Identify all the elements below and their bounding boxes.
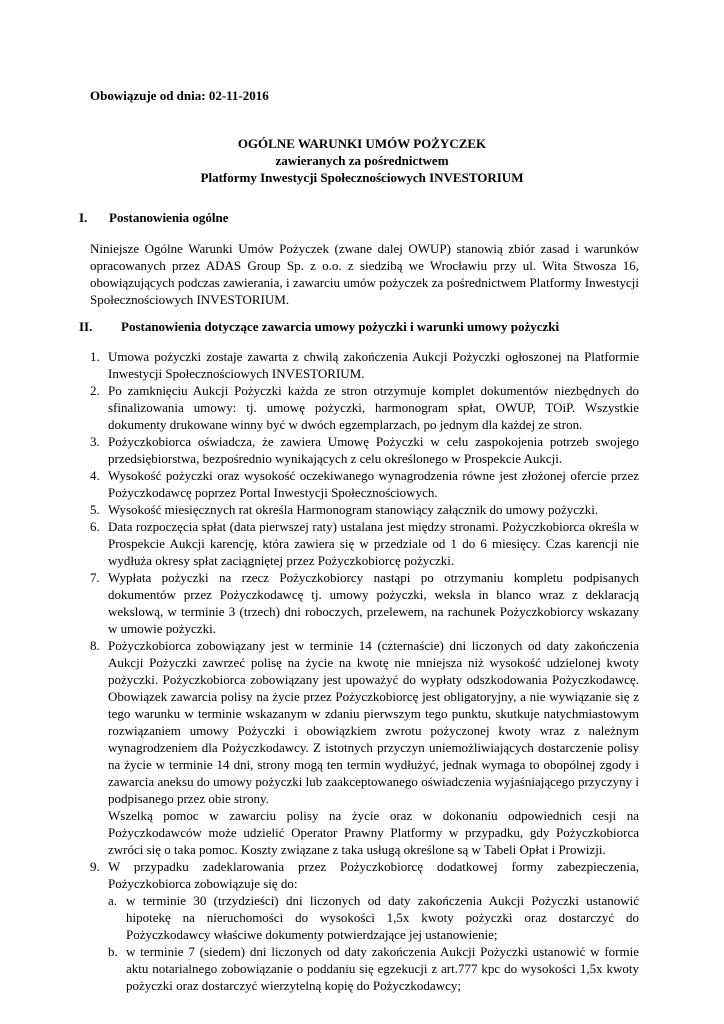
title-line-1: OGÓLNE WARUNKI UMÓW POŻYCZEK: [237, 136, 487, 151]
list-item-continuation: Wszelką pomoc w zawarciu polisy na życie oraz w dokonaniu odpowiednich cesji na Pożyczkodawców może udzielić Operator Prawny Platformy w przypadku, gdy Pożyczkobiorca zwróci się o taka pomoc. Koszty związane z taka usługą określone są w Tabeli Opłat i Prowizji.: [108, 808, 639, 857]
effective-date: Obowiązuje od dnia: 02-11-2016: [90, 88, 269, 103]
list-item-text: Pożyczkobiorca zobowiązany jest w terminie 14 (czternaście) dni liczonych od daty zakończenia Aukcji Pożyczki zawrzeć polisę na życie na kwotę nie mniejsza niż wysokość udzielonej kwoty pożyczki. Pożyczkobiorca zobowiązany jest upoważyć do wypłaty odszkodowania Pożyczkodawcę. Obowiązek zawarcia polisy na życie przez Pożyczkobiorcę jest obligatoryjny, a nie wywiązanie się z tego warunku w terminie wskazanym w zdaniu pierwszym tego punktu, skutkuje natychmiastowym rozwiązaniem umowy Pożyczki i obowiązkiem zwrotu pożyczonej kwoty wraz z należnym wynagrodzeniem dla Pożyczkodawcy. Z istotnych przyczyn uniemożliwiających dostarczenie polisy na życie w terminie 14 dni, strony mogą ten termin wydłużyć, jednak wymaga to obopólnej zgody i zawarcia aneksu do umowy pożyczki lub zaakceptowanego oświadczenia wyjaśniającego przyczyny i podpisanego przez obie strony.: [108, 638, 639, 806]
list-item-number: 5.: [90, 502, 100, 517]
list-item-number: 3.: [90, 434, 100, 449]
list-item-number: 9.: [90, 859, 100, 874]
section-2-number: II.: [79, 319, 93, 334]
list-item: [90, 858, 639, 994]
list-item-number: 2.: [90, 383, 100, 398]
list-item: [90, 501, 639, 518]
section-1-paragraph: Niniejsze Ogólne Warunki Umów Pożyczek (zwane dalej OWUP) stanowią zbiór zasad i warunków opracowanych przez ADAS Group Sp. z o.o. z siedzibą we Wrocławiu przy ul. Wita Stwosza 16, obowiązujących podczas zawierania, i zawarciu umów pożyczek za pośrednictwem Platformy Inwestycji Społecznościowych INVESTORIUM.: [90, 241, 639, 307]
section-2-heading: [79, 318, 559, 335]
sub-list-item: [108, 892, 639, 943]
sub-list-item-letter: b.: [108, 944, 118, 959]
section-2-list: [90, 348, 639, 994]
list-item-number: 7.: [90, 570, 100, 585]
list-item-text: Pożyczkobiorca oświadcza, że zawiera Umowę Pożyczki w celu zaspokojenia potrzeb swojego przedsiębiorstwa, bezpośrednio wynikających z celu określonego w Prospekcie Aukcji.: [108, 434, 639, 466]
list-item-text: Wysokość miesięcznych rat określa Harmonogram stanowiący załącznik do umowy pożyczki.: [108, 502, 599, 517]
sub-list-item-letter: a.: [108, 893, 118, 908]
list-item: [90, 382, 639, 433]
list-item-number: 6.: [90, 519, 100, 534]
list-item-number: 4.: [90, 468, 100, 483]
title-line-3: Platformy Inwestycji Społecznościowych INVESTORIUM: [200, 170, 524, 185]
list-item-number: 8.: [90, 638, 100, 653]
section-1-heading: [79, 209, 229, 226]
list-item: [90, 569, 639, 637]
list-item: [90, 348, 639, 382]
list-item-text: Umowa pożyczki zostaje zawarta z chwilą zakończenia Aukcji Pożyczki ogłoszonej na Platformie Inwestycji Społecznościowych INVESTORIUM.: [108, 349, 639, 381]
list-item-text: Data rozpoczęcia spłat (data pierwszej raty) ustalana jest między stronami. Pożyczkobiorca określa w Prospekcie Aukcji karencję, która zawiera się w przedziale od 1 do 6 miesięcy. Czas karencji nie wydłuża okresy spłat zaciągniętej przez Pożyczkobiorcę pożyczki.: [108, 519, 639, 568]
sub-list: [108, 892, 639, 994]
list-item-text: Po zamknięciu Aukcji Pożyczki każda ze stron otrzymuje komplet dokumentów niezbędnych do sfinalizowania umowy: tj. umowę pożyczki, harmonogram spłat, OWUP, TOiP. Wszystkie dokumenty drukowane winny być w dwóch egzemplarzach, po jednym dla każdej ze stron.: [108, 383, 639, 432]
document-title: [0, 135, 724, 186]
list-item-text: W przypadku zadeklarowania przez Pożyczkobiorcę dodatkowej formy zabezpieczenia, Pożyczkobiorca zobowiązuje się do:: [108, 859, 639, 891]
sub-list-item-text: w terminie 30 (trzydzieści) dni liczonych od daty zakończenia Aukcji Pożyczki ustanowić hipotekę na nieruchomości do wysokości 1,5x kwoty pożyczki oraz dostarczyć do Pożyczkodawcy właściwe dokumenty potwierdzające jej ustanowienie;: [126, 893, 639, 942]
list-item-text: Wysokość pożyczki oraz wysokość oczekiwanego wynagrodzenia równe jest złożonej ofercie przez Pożyczkodawcę poprzez Portal Inwestycji Społecznościowych.: [108, 468, 639, 500]
section-2-title: Postanowienia dotyczące zawarcia umowy pożyczki i warunki umowy pożyczki: [121, 319, 560, 334]
section-1-number: I.: [79, 210, 88, 225]
list-item: [90, 518, 639, 569]
sub-list-item: [108, 943, 639, 994]
title-line-2: zawieranych za pośrednictwem: [275, 153, 449, 168]
list-item-text: Wypłata pożyczki na rzecz Pożyczkobiorcy nastąpi po otrzymaniu kompletu podpisanych dokumentów przez Pożyczkodawcę tj. umowy pożyczki, weksla in blanco wraz z deklaracją wekslową, w terminie 3 (trzech) dni roboczych, przelewem, na rachunek Pożyczkobiorcy wskazany w umowie pożyczki.: [108, 570, 639, 636]
list-item-number: 1.: [90, 349, 100, 364]
list-item: [90, 467, 639, 501]
list-item: [90, 433, 639, 467]
sub-list-item-text: w terminie 7 (siedem) dni liczonych od daty zakończenia Aukcji Pożyczki ustanowić w formie aktu notarialnego zobowiązanie o poddaniu się egzekucji z art.777 kpc do wysokości 1,5x kwoty pożyczki oraz dostarczyć wierzytelną kopię do Pożyczkodawcy;: [126, 944, 639, 993]
list-item: [90, 637, 639, 858]
section-1-title: Postanowienia ogólne: [109, 210, 229, 225]
